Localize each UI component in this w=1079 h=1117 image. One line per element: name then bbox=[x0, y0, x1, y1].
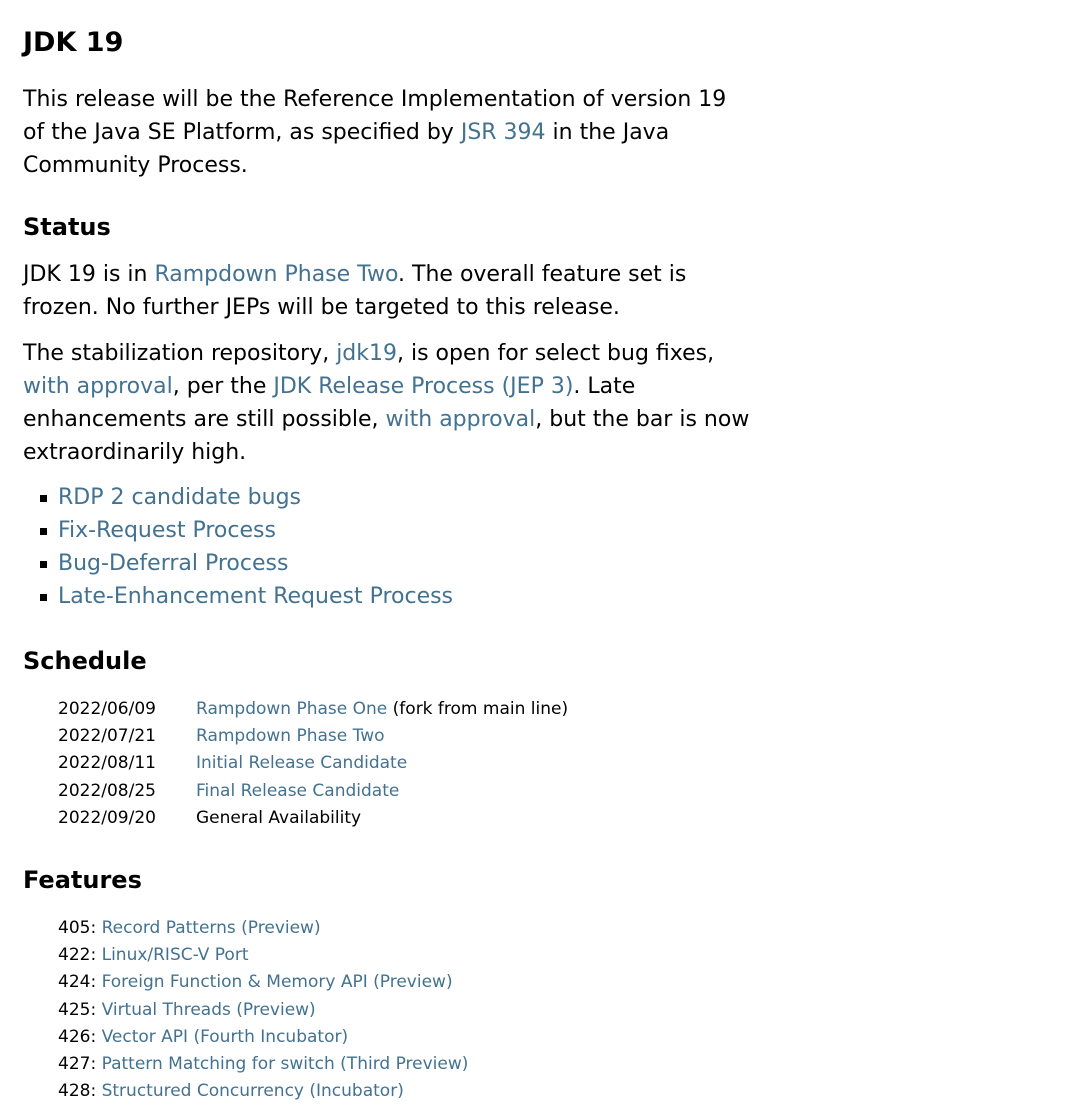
jep-link[interactable]: Record Patterns (Preview) bbox=[101, 917, 321, 938]
status-text: , but the bar is now extraordinarily high. bbox=[23, 407, 750, 465]
square-bullet-icon bbox=[40, 594, 47, 601]
table-row bbox=[58, 723, 568, 750]
status-text: . Late enhancements are still possible, bbox=[23, 374, 636, 432]
jep-link[interactable]: Virtual Threads (Preview) bbox=[101, 999, 316, 1020]
jdk19-repo-link[interactable]: jdk19 bbox=[336, 341, 397, 366]
jep-number: 427: bbox=[58, 1053, 97, 1074]
list-item bbox=[58, 481, 753, 514]
schedule-event-cell bbox=[196, 696, 568, 723]
schedule-date: 2022/09/20 bbox=[58, 807, 156, 828]
status-text: , per the bbox=[172, 374, 274, 399]
jep-number: 424: bbox=[58, 972, 97, 993]
schedule-event-link[interactable]: Rampdown Phase One bbox=[196, 699, 388, 720]
schedule-table bbox=[58, 696, 568, 832]
features-heading: Features bbox=[23, 865, 142, 894]
status-paragraph-1 bbox=[23, 258, 753, 324]
table-row bbox=[58, 696, 568, 723]
jep-3-link[interactable]: JDK Release Process (JEP 3) bbox=[273, 374, 574, 399]
schedule-event-link[interactable]: Final Release Candidate bbox=[196, 780, 400, 801]
schedule-event-cell bbox=[196, 750, 568, 777]
schedule-event-cell bbox=[196, 723, 568, 750]
status-links-list bbox=[23, 481, 753, 613]
status-text: , is open for select bug fixes, bbox=[397, 341, 715, 366]
jep-number: 425: bbox=[58, 999, 97, 1020]
intro-paragraph bbox=[23, 83, 753, 182]
list-item bbox=[58, 942, 753, 969]
with-approval-link[interactable]: with approval bbox=[23, 374, 173, 399]
rdp2-candidate-bugs-link[interactable]: RDP 2 candidate bugs bbox=[58, 485, 302, 510]
schedule-note: (fork from main line) bbox=[387, 699, 569, 720]
with-approval-link-2[interactable]: with approval bbox=[385, 407, 536, 432]
page-title: JDK 19 bbox=[23, 27, 124, 58]
jep-link[interactable]: Vector API (Fourth Incubator) bbox=[101, 1026, 349, 1047]
features-list bbox=[23, 915, 753, 1105]
square-bullet-icon bbox=[40, 495, 47, 502]
fix-request-process-link[interactable]: Fix-Request Process bbox=[58, 518, 276, 543]
list-item bbox=[58, 1024, 753, 1051]
schedule-event-cell bbox=[196, 778, 568, 805]
list-item bbox=[58, 1051, 753, 1078]
square-bullet-icon bbox=[40, 528, 47, 535]
list-item bbox=[58, 514, 753, 547]
schedule-date: 2022/06/09 bbox=[58, 699, 156, 720]
jep-number: 428: bbox=[58, 1081, 97, 1102]
schedule-date: 2022/07/21 bbox=[58, 726, 156, 747]
status-text-end: . The overall feature set is frozen. No further JEPs will be targeted to this release. bbox=[23, 262, 687, 320]
bug-deferral-process-link[interactable]: Bug-Deferral Process bbox=[58, 551, 289, 576]
rampdown-phase-two-link[interactable]: Rampdown Phase Two bbox=[154, 262, 399, 287]
jep-number: 422: bbox=[58, 945, 97, 966]
list-item bbox=[58, 580, 753, 613]
list-item bbox=[58, 547, 753, 580]
jep-link[interactable]: Linux/RISC-V Port bbox=[101, 945, 249, 966]
square-bullet-icon bbox=[40, 561, 47, 568]
status-heading: Status bbox=[23, 213, 111, 241]
list-item bbox=[58, 997, 753, 1024]
schedule-heading: Schedule bbox=[23, 647, 147, 675]
schedule-event-link[interactable]: Initial Release Candidate bbox=[196, 753, 408, 774]
schedule-date: 2022/08/11 bbox=[58, 753, 156, 774]
list-item bbox=[58, 1078, 753, 1105]
schedule-event: General Availability bbox=[196, 807, 362, 828]
status-text: The stabilization repository, bbox=[23, 341, 337, 366]
jep-number: 405: bbox=[58, 917, 97, 938]
jep-link[interactable]: Structured Concurrency (Incubator) bbox=[101, 1081, 404, 1102]
table-row bbox=[58, 778, 568, 805]
list-item bbox=[58, 915, 753, 942]
table-row bbox=[58, 805, 568, 832]
table-row bbox=[58, 750, 568, 777]
schedule-event-link[interactable]: Rampdown Phase Two bbox=[196, 726, 385, 747]
list-item bbox=[58, 969, 753, 996]
intro-text-end: in the Java Community Process. bbox=[23, 120, 670, 178]
jep-link[interactable]: Pattern Matching for switch (Third Preview) bbox=[101, 1053, 469, 1074]
schedule-date: 2022/08/25 bbox=[58, 780, 156, 801]
status-paragraph-2 bbox=[23, 337, 753, 469]
jsr-394-link[interactable]: JSR 394 bbox=[460, 120, 546, 145]
jep-link[interactable]: Foreign Function & Memory API (Preview) bbox=[101, 972, 453, 993]
intro-text: This release will be the Reference Implementation of version 19 of the Java SE Platform, as specified by bbox=[23, 87, 727, 145]
status-text: JDK 19 is in bbox=[23, 262, 155, 287]
jep-number: 426: bbox=[58, 1026, 97, 1047]
late-enhancement-process-link[interactable]: Late-Enhancement Request Process bbox=[58, 584, 454, 609]
